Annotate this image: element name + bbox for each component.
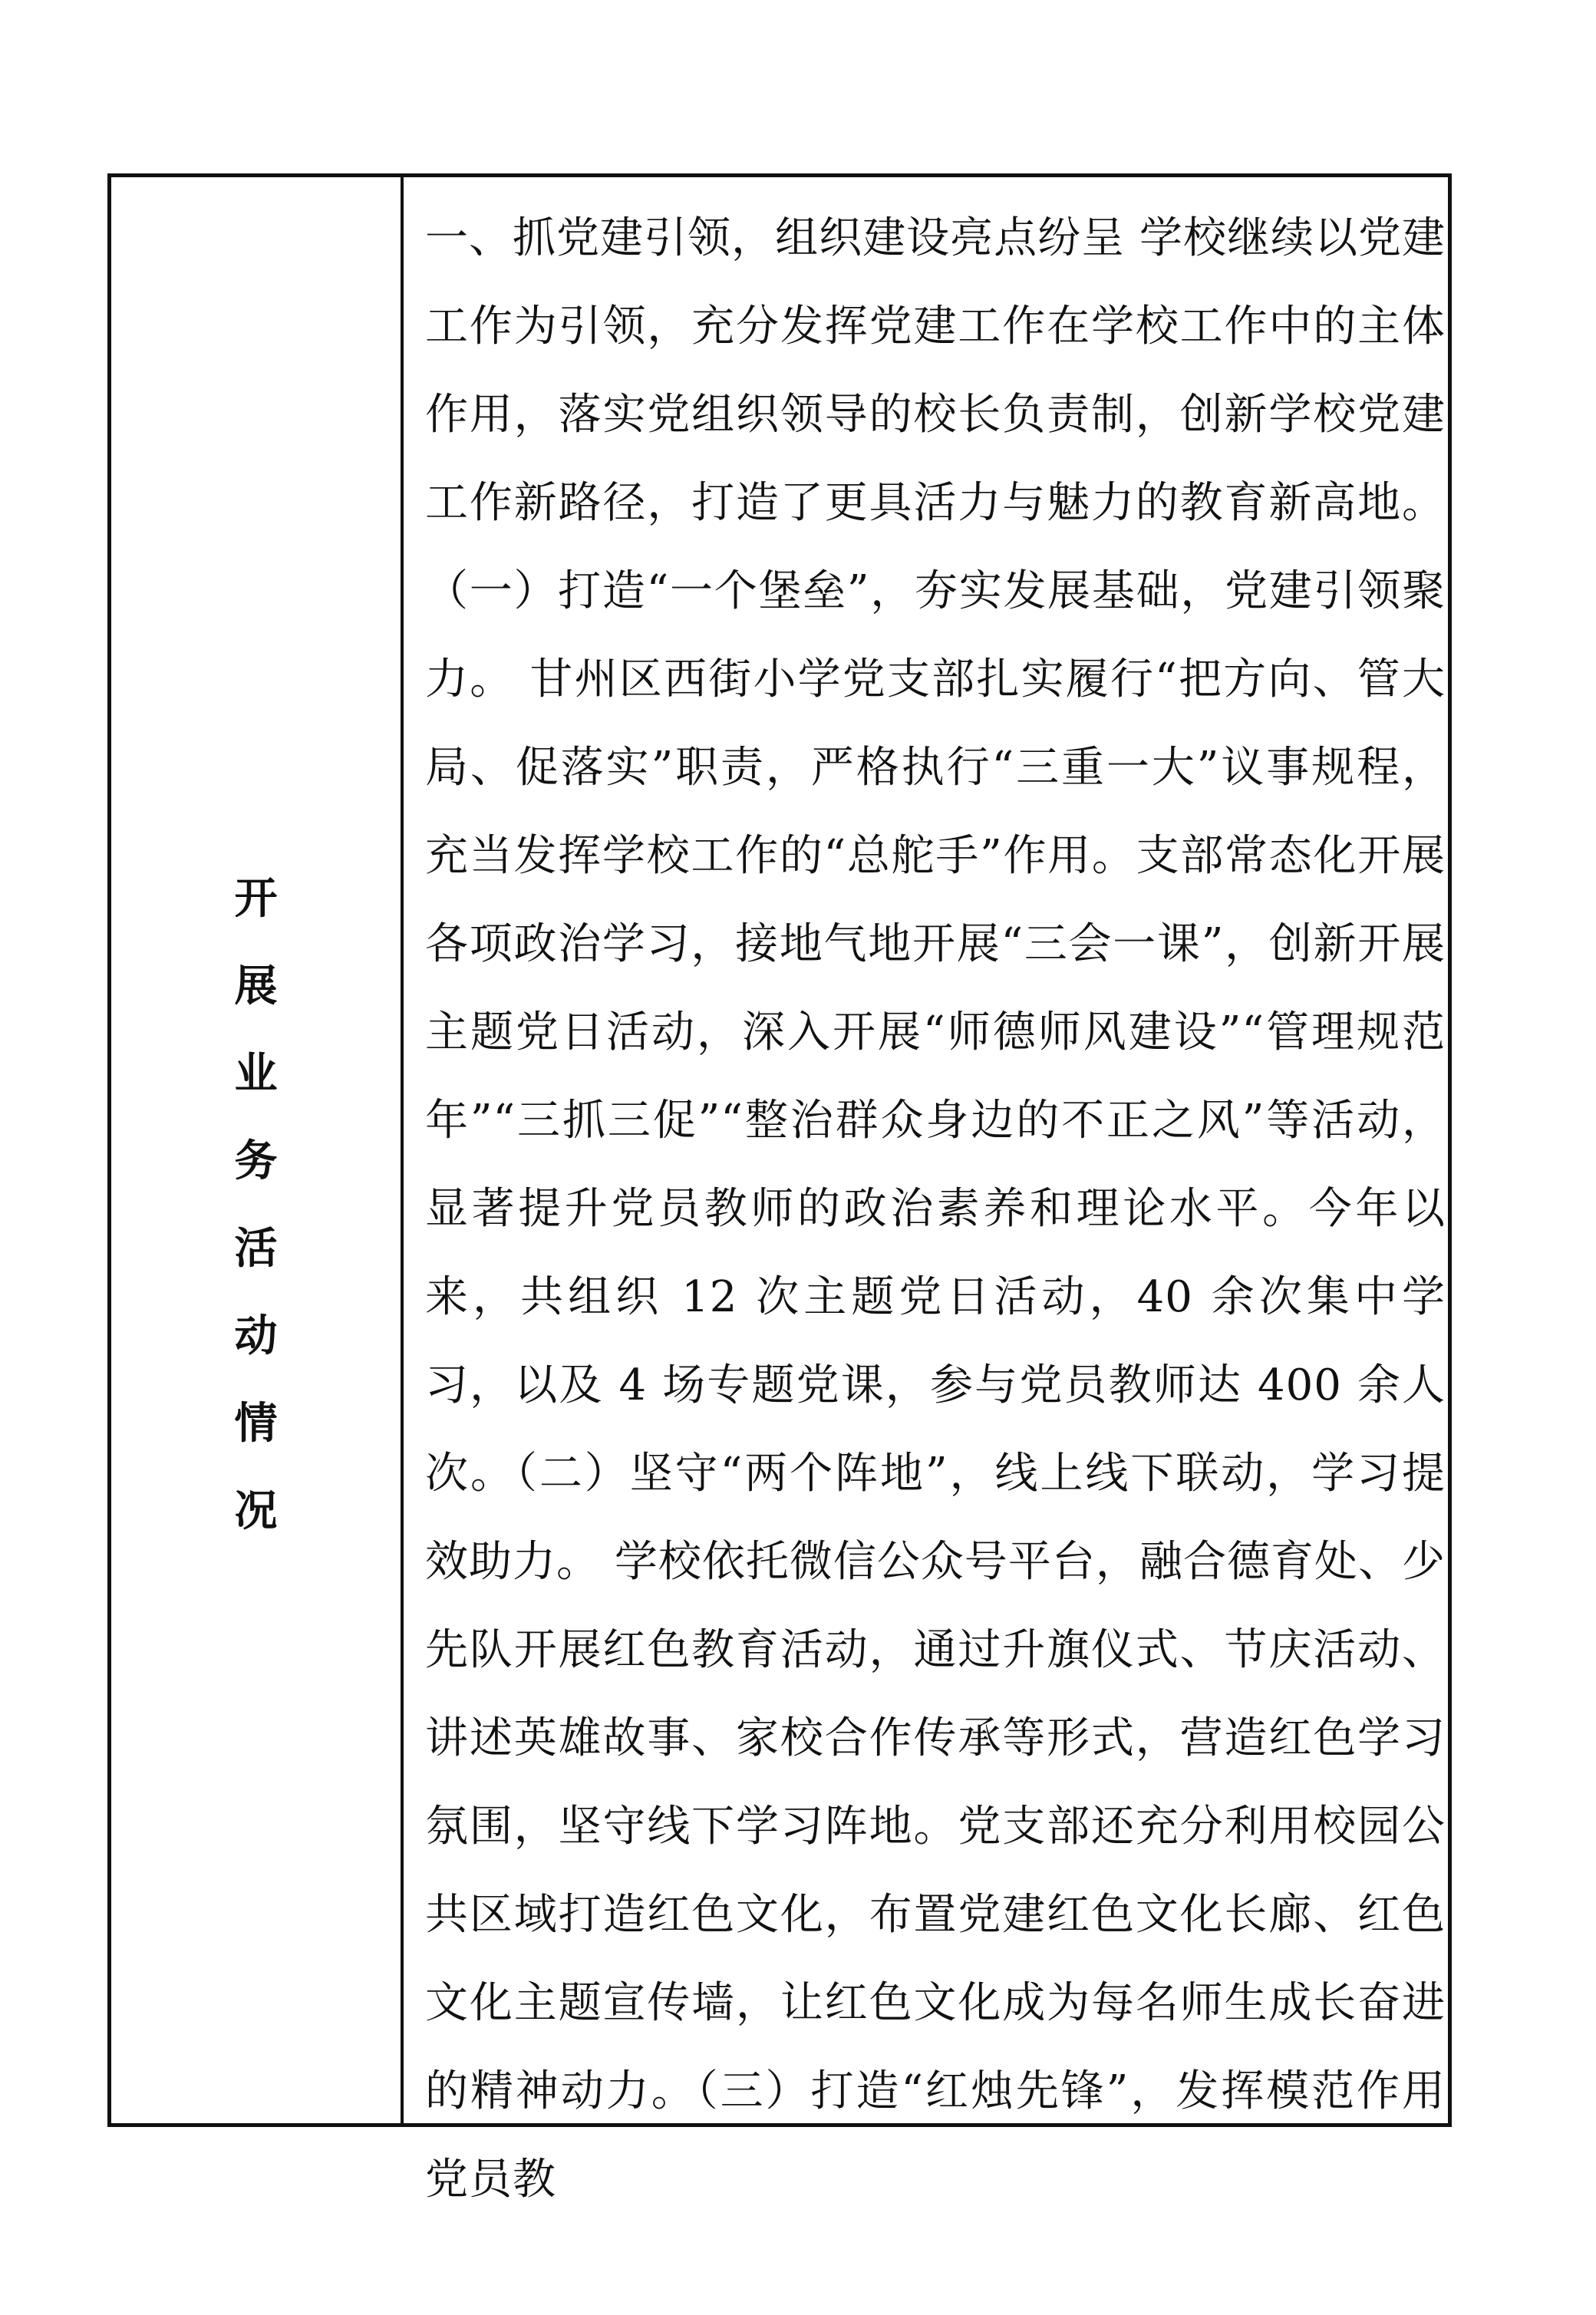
content-cell bbox=[404, 177, 1448, 2205]
row-label-char: 活 bbox=[234, 1224, 278, 1274]
row-label-char: 开 bbox=[234, 874, 278, 924]
row-label-char: 业 bbox=[234, 1049, 278, 1099]
row-label-char: 况 bbox=[234, 1486, 278, 1536]
row-label-char: 动 bbox=[234, 1311, 278, 1361]
row-label bbox=[234, 874, 278, 1577]
row-label-char: 务 bbox=[234, 1136, 278, 1186]
row-label-cell bbox=[111, 177, 404, 2123]
row-label-char: 展 bbox=[234, 961, 278, 1011]
activity-form-table bbox=[107, 173, 1452, 2205]
content-paragraph: 一、抓党建引领，组织建设亮点纷呈 学校继续以党建工作为引领，充分发挥党建工作在学校工作中的主体作用，落实党组织领导的校长负责制，创新学校党建工作新路径，打造了更具活力与魅力的教育新高地。（一）打造“一个堡垒”，夯实发展基础，党建引领聚力。 甘州区西街小学党支部扎实履行“把方向、管大局、促落实”职责，严格执行“三重一大”议事规程，充当发挥学校工作的“总舵手”作用。支部常态化开展各项政治学习，接地气地开展“三会一课”，创新开展主题党日活动，深入开展“师德师风建设”“管理规范年”“三抓三促”“整治群众身边的不正之风”等活动，显著提升党员教师的政治素养和理论水平。今年以来，共组织 12 次主题党日活动，40 余次集中学习，以及 4 场专题党课，参与党员教师达 400 余人次。（二）坚守“两个阵地”，线上线下联动，学习提效助力。 学校依托微信公众号平台，融合德育处、少先队开展红色教育活动，通过升旗仪式、节庆活动、讲述英雄故事、家校合作传承等形式，营造红色学习氛围，坚守线下学习阵地。党支部还充分利用校园公共区域打造红色文化，布置党建红色文化长廊、红色文化主题宣传墙，让红色文化成为每名师生成长奋进的精神动力。（三）打造“红烛先锋”，发挥模范作用 党员教 bbox=[425, 213, 1446, 2205]
row-label-char: 情 bbox=[234, 1399, 278, 1449]
